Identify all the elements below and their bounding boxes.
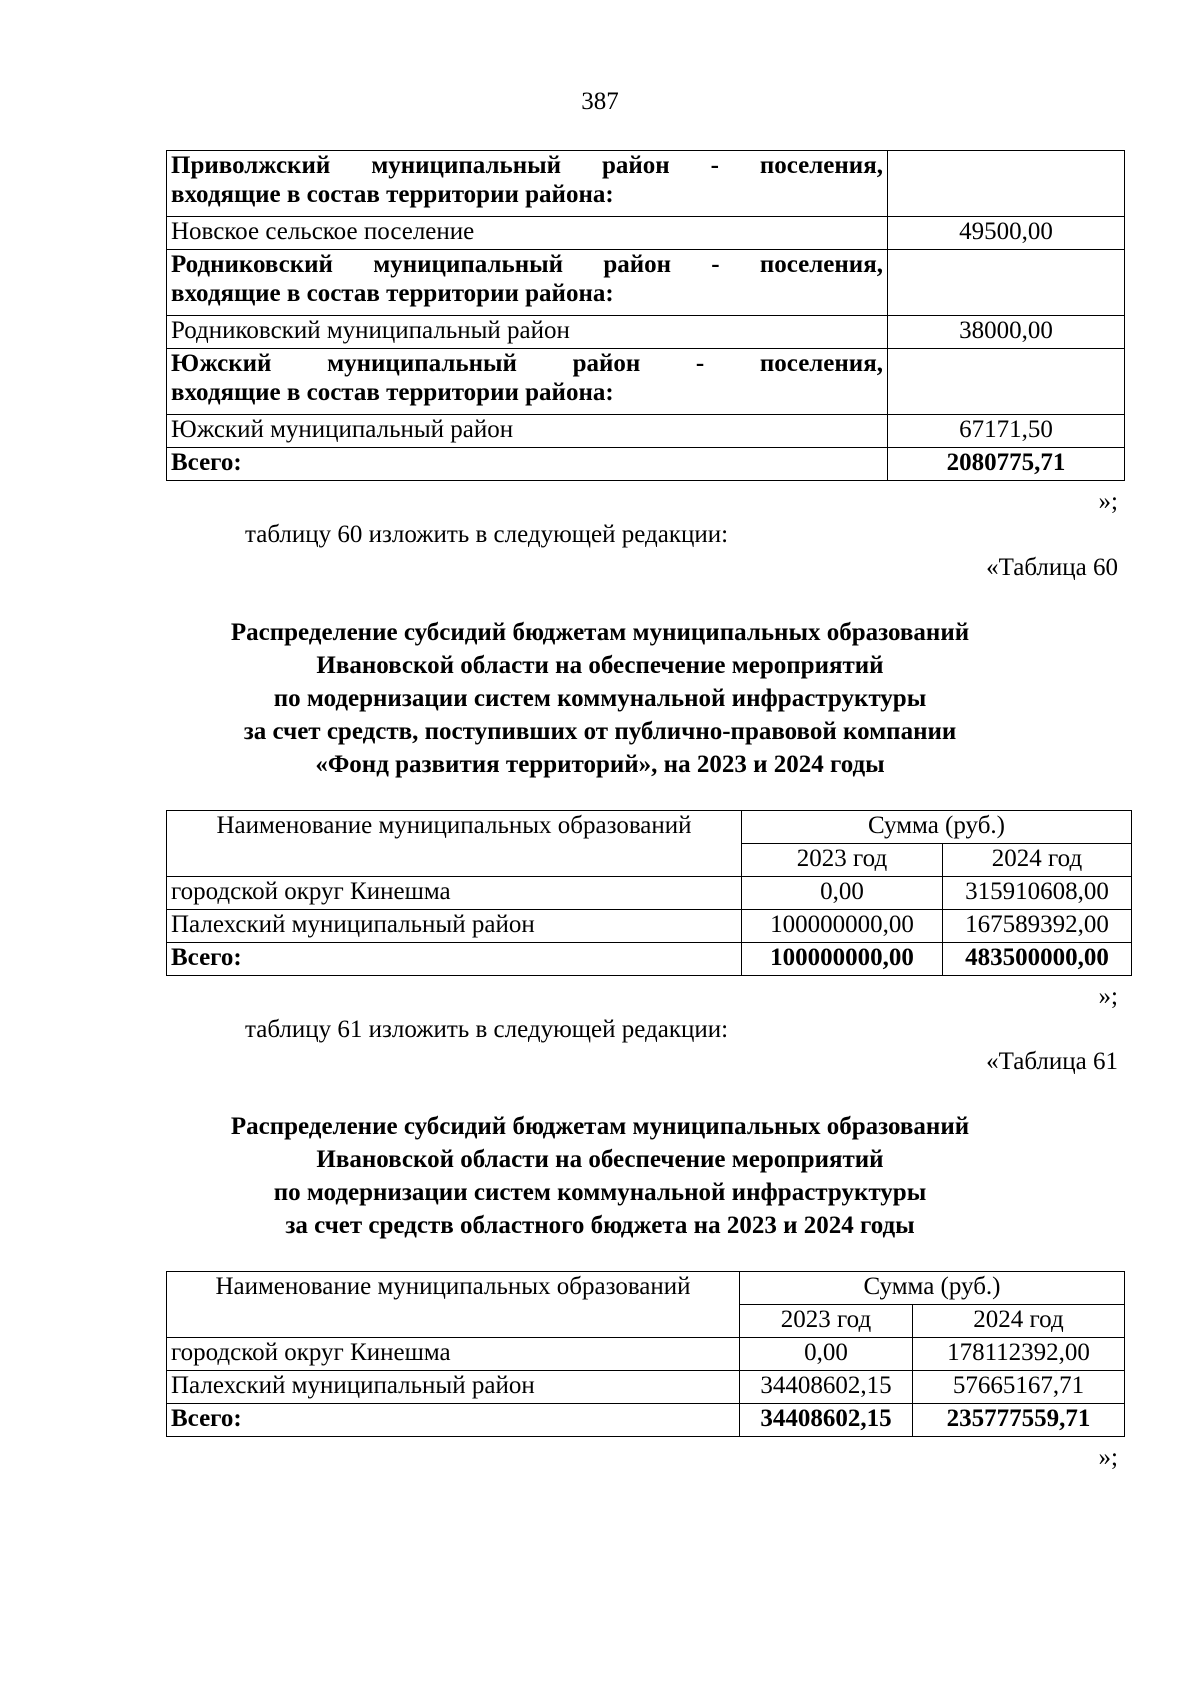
row-name: городской округ Кинешма [167,877,742,910]
table-row [167,415,1125,448]
total-label: Всего: [167,448,888,481]
column-header-sum: Сумма (руб.) [740,1272,1125,1305]
row-name: Палехский муниципальный район [167,1371,740,1404]
heading-line: Ивановской области на обеспечение мероприятий [316,652,884,679]
table-top [166,150,1125,481]
table-61 [166,1271,1125,1437]
item-name: Родниковский муниципальный район [167,316,888,349]
row-value: 34408602,15 [740,1371,913,1404]
group-name [167,250,888,316]
table-caption: «Таблица 60 [986,554,1118,581]
item-name: Новское сельское поселение [167,217,888,250]
total-value: 100000000,00 [742,943,943,976]
total-label: Всего: [167,943,742,976]
item-value: 38000,00 [888,316,1125,349]
table-row [167,1371,1125,1404]
group-value [888,349,1125,415]
group-name [167,349,888,415]
table-heading-60 [130,616,1070,781]
item-value: 49500,00 [888,217,1125,250]
total-label: Всего: [167,1404,740,1437]
column-header-sum: Сумма (руб.) [742,811,1132,844]
table-row-total [167,448,1125,481]
group-line1: Приволжский муниципальный район - поселения, [171,152,883,179]
total-value: 34408602,15 [740,1404,913,1437]
group-line2: входящие в состав территории района: [171,280,614,307]
table-row [167,316,1125,349]
heading-line: по модернизации систем коммунальной инфраструктуры [273,685,927,712]
item-name: Южский муниципальный район [167,415,888,448]
instruction-text: таблицу 60 изложить в следующей редакции: [245,521,729,548]
column-header-name: Наименование муниципальных образований [167,811,742,877]
table-row [167,877,1132,910]
group-line2: входящие в состав территории района: [171,379,614,406]
group-name [167,151,888,217]
column-header-year: 2023 год [742,844,943,877]
heading-line: за счет средств областного бюджета на 2023 и 2024 годы [285,1212,915,1239]
table-row-total [167,943,1132,976]
table-row [167,1338,1125,1371]
group-line1: Родниковский муниципальный район - поселения, [171,251,883,278]
table-row [167,910,1132,943]
instruction-text: таблицу 61 изложить в следующей редакции: [245,1016,729,1043]
row-value: 315910608,00 [943,877,1132,910]
row-value: 100000000,00 [742,910,943,943]
column-header-name: Наименование муниципальных образований [167,1272,740,1338]
table-caption: «Таблица 61 [986,1048,1118,1075]
table-heading-61 [130,1110,1070,1242]
row-name: городской округ Кинешма [167,1338,740,1371]
column-header-year: 2024 год [943,844,1132,877]
heading-line: за счет средств, поступивших от публично-правовой компании [243,718,957,745]
row-value: 178112392,00 [913,1338,1125,1371]
group-value [888,151,1125,217]
item-value: 67171,50 [888,415,1125,448]
table-row [167,250,1125,316]
closing-quote: »; [1098,1444,1118,1471]
row-value: 0,00 [740,1338,913,1371]
total-value: 235777559,71 [913,1404,1125,1437]
total-value: 483500000,00 [943,943,1132,976]
row-name: Палехский муниципальный район [167,910,742,943]
group-line1: Южский муниципальный район - поселения, [171,350,883,377]
page-number: 387 [581,88,619,115]
closing-quote: »; [1098,488,1118,515]
heading-line: по модернизации систем коммунальной инфраструктуры [273,1179,927,1206]
column-header-year: 2023 год [740,1305,913,1338]
row-value: 167589392,00 [943,910,1132,943]
heading-line: Распределение субсидий бюджетам муниципальных образований [230,1113,970,1140]
table-row [167,217,1125,250]
heading-line: Распределение субсидий бюджетам муниципальных образований [230,619,970,646]
group-line2: входящие в состав территории района: [171,181,614,208]
table-row [167,151,1125,217]
heading-line: Ивановской области на обеспечение мероприятий [316,1146,884,1173]
table-row [167,349,1125,415]
group-value [888,250,1125,316]
table-row-total [167,1404,1125,1437]
closing-quote: »; [1098,983,1118,1010]
heading-line: «Фонд развития территорий», на 2023 и 2024 годы [315,751,885,778]
table-60 [166,810,1132,976]
row-value: 0,00 [742,877,943,910]
row-value: 57665167,71 [913,1371,1125,1404]
total-value: 2080775,71 [888,448,1125,481]
column-header-year: 2024 год [913,1305,1125,1338]
